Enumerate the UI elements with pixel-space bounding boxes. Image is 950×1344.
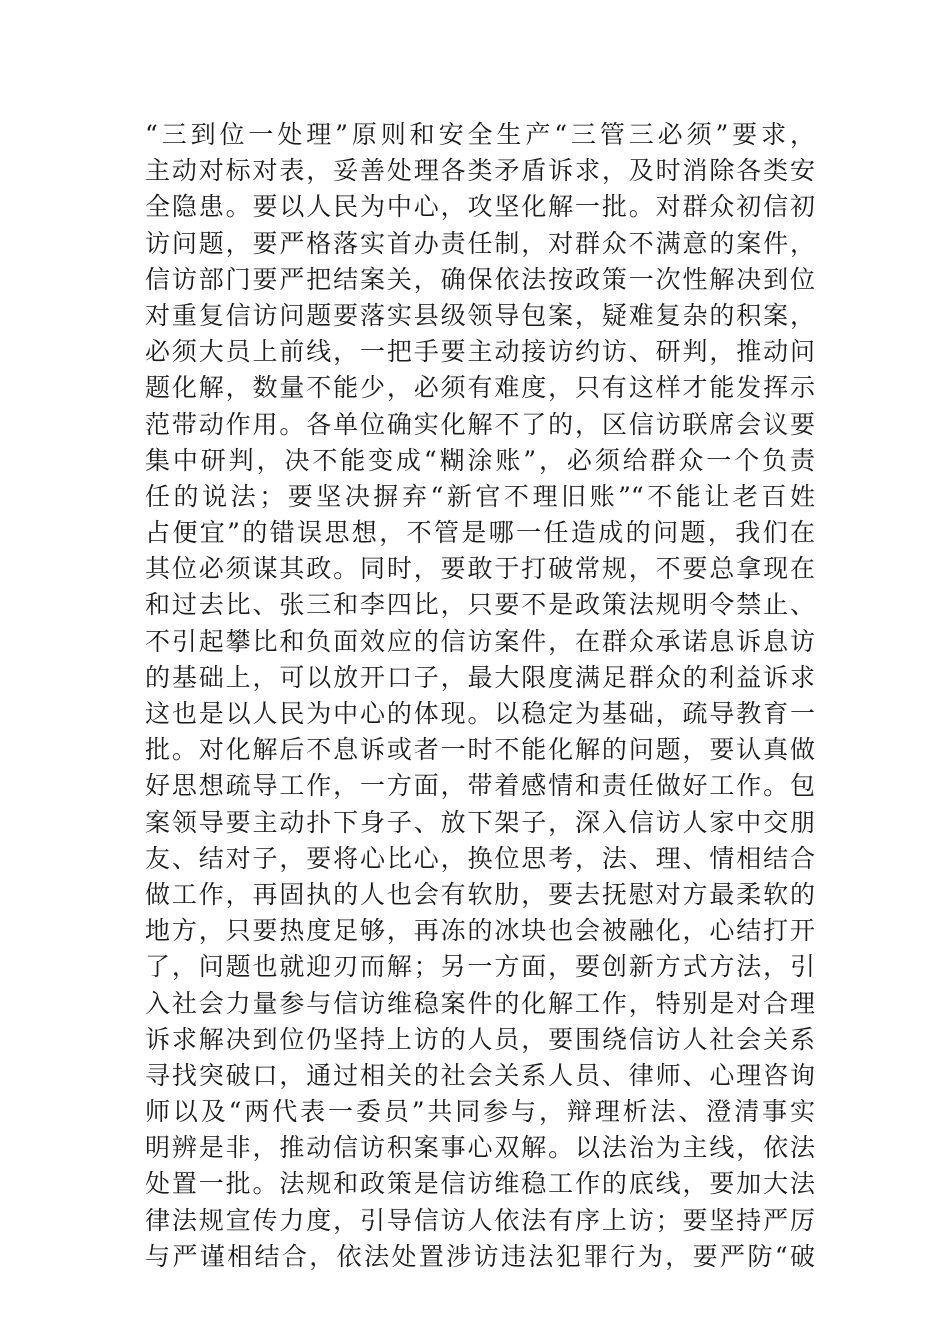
text-line: 对重复信访问题要落实县级领导包案，疑难复杂的积案， [145,300,815,330]
text-line: 的基础上，可以放开口子，最大限度满足群众的利益诉求 [145,662,815,692]
text-line: 好思想疏导工作，一方面，带着感情和责任做好工作。包 [145,771,815,801]
text-line: 全隐患。要以人民为中心，攻坚化解一批。对群众初信初 [145,192,815,222]
text-line: 集中研判，决不能变成“糊涂账”，必须给群众一个负责 [145,445,815,475]
text-line: 地方，只要热度足够，再冻的冰块也会被融化，心结打开 [145,916,815,946]
text-line: 和过去比、张三和李四比，只要不是政策法规明令禁止、 [145,590,815,620]
text-line: 访问题，要严格落实首办责任制，对群众不满意的案件， [145,228,815,258]
text-line: 处置一批。法规和政策是信访维稳工作的底线，要加大法 [145,1169,815,1199]
text-line: 寻找突破口，通过相关的社会关系人员、律师、心理咨询 [145,1060,815,1090]
text-line: 不引起攀比和负面效应的信访案件，在群众承诺息诉息访 [145,626,815,656]
text-line: 其位必须谋其政。同时，要敢于打破常规，不要总拿现在 [145,554,815,584]
text-line: 律法规宣传力度，引导信访人依法有序上访；要坚持严厉 [145,1205,815,1235]
text-line: “三到位一处理”原则和安全生产“三管三必须”要求， [145,120,815,149]
text-line: 范带动作用。各单位确实化解不了的，区信访联席会议要 [145,409,815,439]
text-line: 案领导要主动扑下身子、放下架子，深入信访人家中交朋 [145,807,815,837]
text-line: 信访部门要严把结案关，确保依法按政策一次性解决到位 [145,264,815,294]
text-line: 友、结对子，要将心比心，换位思考，法、理、情相结合 [145,843,815,873]
text-line: 明辨是非，推动信访积案事心双解。以法治为主线，依法 [145,1133,815,1163]
text-line: 入社会力量参与信访维稳案件的化解工作，特别是对合理 [145,988,815,1018]
text-line: 这也是以人民为中心的体现。以稳定为基础，疏导教育一 [145,699,815,728]
text-line: 占便宜”的错误思想，不管是哪一任造成的问题，我们在 [145,518,815,548]
text-line: 做工作，再固执的人也会有软肋，要去抚慰对方最柔软的 [145,879,815,909]
text-line: 了，问题也就迎刃而解；另一方面，要创新方式方法，引 [145,952,815,982]
text-line: 任的说法；要坚决摒弃“新官不理旧账”“不能让老百姓 [145,481,815,511]
text-line: 批。对化解后不息诉或者一时不能化解的问题，要认真做 [145,735,815,765]
text-line: 与严谨相结合，依法处置涉访违法犯罪行为，要严防“破 [145,1241,815,1271]
text-line: 师以及“两代表一委员”共同参与，辩理析法、澄清事实 [145,1097,815,1127]
text-line: 必须大员上前线，一把手要主动接访约访、研判，推动问 [145,337,815,367]
text-line: 题化解，数量不能少，必须有难度，只有这样才能发挥示 [145,373,815,403]
text-line: 诉求解决到位仍坚持上访的人员，要围绕信访人社会关系 [145,1024,815,1054]
body-text [145,117,815,1275]
text-line: 主动对标对表，妥善处理各类矛盾诉求，及时消除各类安 [145,156,815,186]
